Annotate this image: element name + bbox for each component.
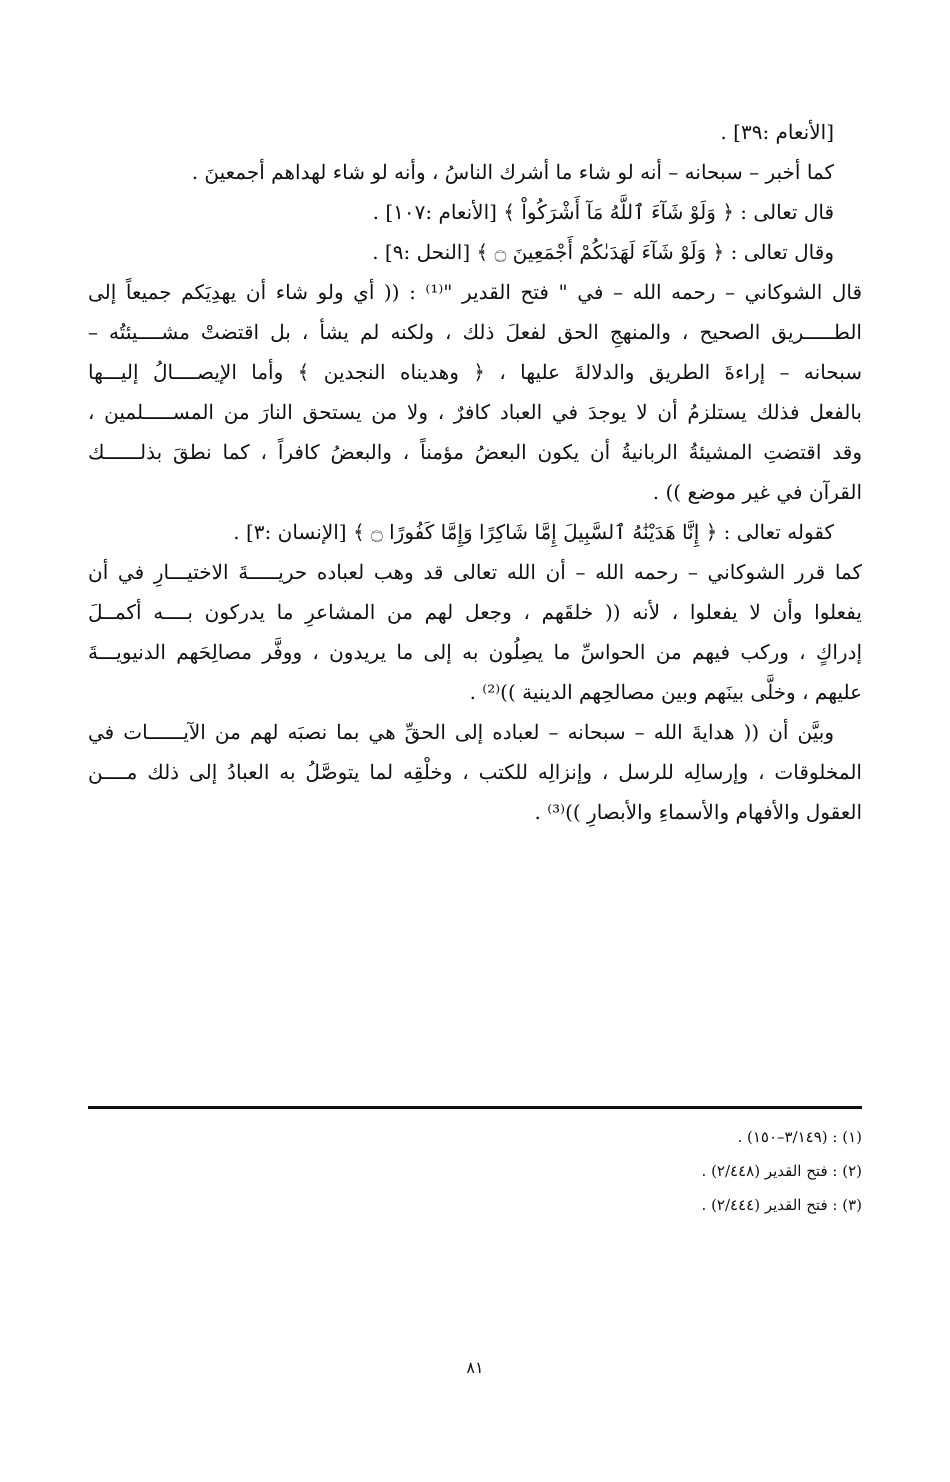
text-line: سبحانه – إراءةَ الطريق والدلالةَ عليها ، ﴿ وهديناه النجدين ﴾ وأما الإيصــــالُ إليـــها (88, 360, 862, 384)
footnote-item: (٣) : فتح القدير (٢/٤٤٤) . (701, 1196, 862, 1214)
quran-verse-line: قال تعالى : ﴿ وَلَوْ شَآءَ ٱللَّهُ مَآ أَشْرَكُواْ ﴾ [الأنعام :١٠٧] . (372, 200, 834, 224)
text-line: كما قرر الشوكاني – رحمه الله – أن الله تعالى قد وهب لعباده حريـــــةَ الاختيـــارِ في أن (88, 560, 862, 584)
page-number: ٨١ (466, 1358, 484, 1377)
text-line: عليهم ، وخلَّى بينَهم وبين مصالحِهم الدينية ))⁽²⁾ . (469, 680, 862, 704)
text-line: كما أخبر – سبحانه – أنه لو شاء ما أشرك الناسُ ، وأنه لو شاء لهداهم أجمعينَ . (191, 160, 834, 184)
text-line: الطـــــريق الصحيح ، والمنهجِ الحق لفعلَ ذلك ، ولكنه لم يشأ ، بل اقتضتْ مشــــيئتُه – (88, 320, 862, 344)
text-line: المخلوقات ، وإرسالِه للرسل ، وإنزالِه للكتب ، وخلْقِه لما يتوصَّلُ به العبادُ إلى ذلك مــــن (88, 760, 862, 784)
text-line: القرآن في غير موضع )) . (652, 480, 862, 504)
text-line: يفعلوا وأن لا يفعلوا ، لأنه (( خلقَهم ، وجعل لهم من المشاعرِ ما يدركون بــــه أكمــلَ (88, 600, 862, 624)
text-line-surah-ref: [الأنعام :٣٩] . (720, 120, 834, 144)
footnotes (88, 1120, 862, 1222)
text-line: العقول والأفهام والأسماءِ والأبصارِ ))⁽³⁾ . (534, 800, 862, 824)
footnote-divider (88, 1106, 862, 1109)
text-line: قال الشوكاني – رحمه الله – في " فتح القدير "⁽¹⁾ : (( أي ولو شاء أن يهدِيَكم جميعاً إلى (88, 280, 862, 304)
footnote-item: (٢) : فتح القدير (٢/٤٤٨) . (701, 1162, 862, 1180)
text-line: وقد اقتضتِ المشيئةُ الربانيةُ أن يكون البعضُ مؤمناً ، والبعضُ كافراً ، كما نطقَ بذلــــــك (88, 440, 862, 464)
main-text (88, 112, 862, 832)
text-line: إدراكٍ ، وركب فيهم من الحواسِّ ما يصِلُون به إلى ما يريدون ، ووفَّر مصالِحَهم الدنيويـــةَ (88, 640, 862, 664)
footnote-item: (١) : (٣/١٤٩–١٥٠) . (737, 1128, 862, 1146)
text-line: وبيَّن أن (( هدايةَ الله – سبحانه – لعباده إلى الحقِّ هي بما نصبَه لهم من الآيــــــات في (88, 720, 834, 744)
quran-verse-line: وقال تعالى : ﴿ وَلَوْ شَآءَ لَهَدَىٰكُمْ أَجْمَعِينَ ۝ ﴾ [النحل :٩] . (372, 240, 834, 264)
text-line: بالفعل فذلك يستلزمُ أن لا يوجدَ في العباد كافرٌ ، ولا من يستحق النارَ من المســـــلمين ، (88, 400, 862, 424)
quran-verse-line: كقوله تعالى : ﴿ إِنَّا هَدَيْنَٰهُ ٱلسَّبِيلَ إِمَّا شَاكِرًا وَإِمَّا كَفُورًا ۝ ﴾ [الإنسان :٣] . (233, 520, 834, 544)
